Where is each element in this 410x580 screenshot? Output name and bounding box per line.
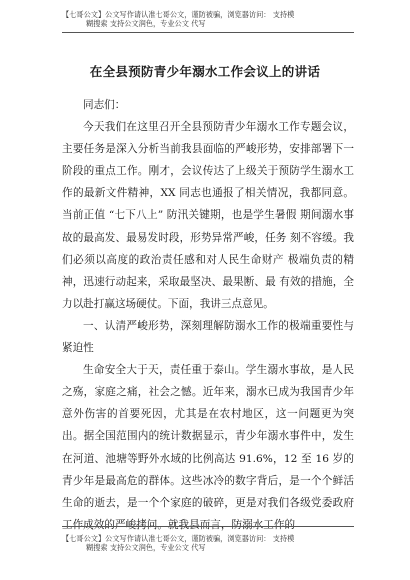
section-heading-1: 一、认清严峻形势，深刻理解防溺水工作的极端重要性与紧迫性 bbox=[62, 319, 354, 355]
paragraph-intro: 今天我们在这里召开全县预防青少年溺水工作专题会议，主要任务是深入分析当前我县面临的严峻形势，安排部署下一阶段的重点工作。刚才，会议传达了上级关于预防学生溺水工作的最新文件精神，XX 同志也通报了相关情况，我都同意。 当前正值 “七下八上” 防汛关键期，也是学生暑假 期间溺水事故的最高发、最易发时段，形势异常严峻，任务 刻不容缓。我们必须以高度的政治责任感和对人民生命财产 极端负责的精神，迅速行动起来，采取最坚决、最果断、最 有效的措施，全力以赴打赢这场硬仗。下面，我讲三点意见。 bbox=[62, 121, 354, 310]
header-line-1: 【七哥公文】公文写作请认准七哥公文，谨防被骗，浏览器访问： 支持模 bbox=[62, 10, 295, 19]
header-line-2: 糊搜索 支持公文润色，专业公文 代写 bbox=[86, 19, 206, 28]
footer-divider bbox=[62, 526, 354, 527]
document-title: 在全县预防青少年溺水工作会议上的讲话 bbox=[89, 64, 321, 79]
page-footer bbox=[62, 534, 362, 552]
footer-line-1: 【七哥公文】公文写作请认准七哥公文，谨防被骗，浏览器访问： 支持模 bbox=[62, 534, 295, 543]
paragraph-section-1: 生命安全大于天，责任重于泰山。学生溺水事故，是人民之殇，家庭之痛，社会之憾。近年来，溺水已成为我国青少年意外伤害的首要死因，尤其是在农村地区，这一问题更为突出。据全国范围内的统计数据显示，青少年溺水事件中，发生在河道、池塘等野外水域的比例高达 91.6%，12 至 16 岁的青少年是最高危的群体。这些冰冷的数字背后，是一个个鲜活生命的逝去，是一个个家庭的破碎，更是对我们各级党委政府工作成效的严峻拷问。就我县而言，防溺水工作的 bbox=[62, 364, 354, 531]
greeting: 同志们： bbox=[83, 99, 126, 111]
page-header bbox=[62, 10, 362, 28]
header-divider bbox=[62, 32, 354, 33]
footer-line-2: 糊搜索 支持公文润色，专业公文 代写 bbox=[86, 543, 206, 552]
document-body bbox=[62, 94, 354, 536]
